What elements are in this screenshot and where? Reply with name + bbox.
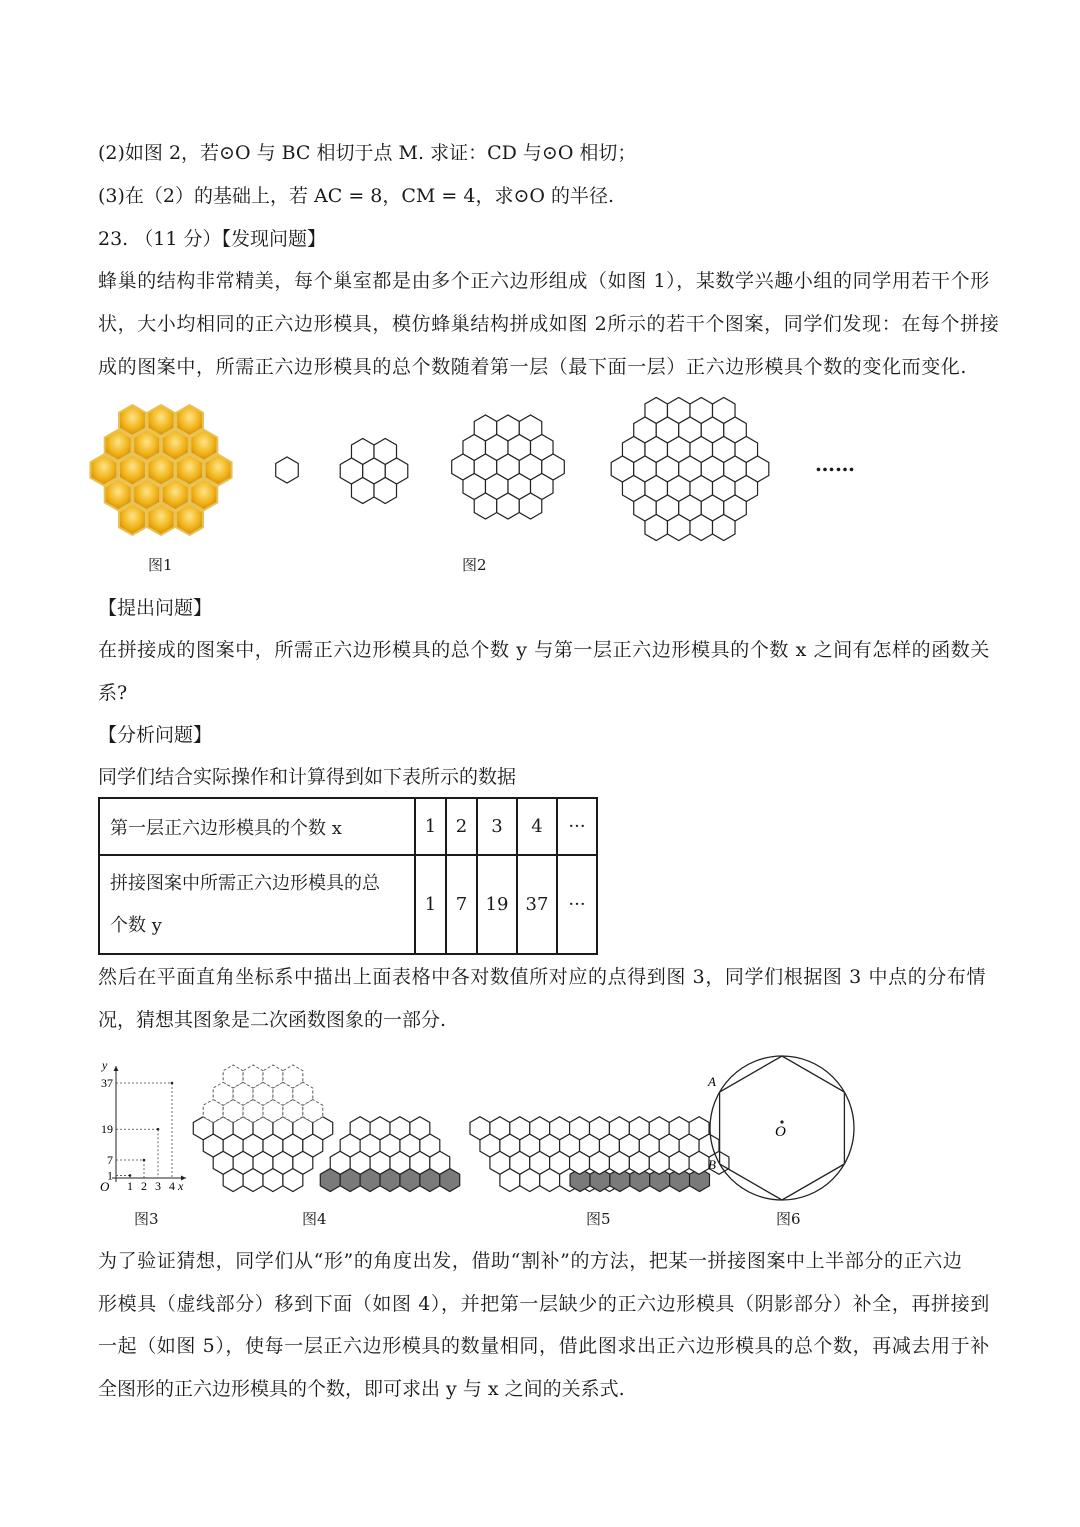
hexagon-cell	[519, 493, 542, 519]
row-x-label: 第一层正六边形模具的个数 x	[99, 798, 415, 855]
data-point-3	[157, 1128, 160, 1131]
honey-cell	[148, 455, 175, 486]
y-axis-label: y	[102, 1058, 108, 1072]
hexagon-cell	[590, 1117, 610, 1140]
question-23-heading: 23. （11 分）【发现问题】	[98, 228, 326, 250]
hexagon-cell	[690, 515, 713, 541]
hexagon-cell	[351, 478, 374, 504]
y-cell-5: ···	[557, 855, 597, 954]
intro-line-2: 状，大小均相同的正六边形模具，模仿蜂巢结构拼成如图 2所示的若干个图案，同学们发现：在每个拼接	[98, 313, 1000, 335]
table-row-x	[99, 798, 597, 855]
ask-heading: 【提出问题】	[98, 597, 213, 619]
after-line-2: 况，猜想其图象是二次函数图象的一部分.	[98, 1009, 447, 1031]
hexagon-cell	[370, 1117, 390, 1140]
x-tick-label: 4	[169, 1179, 175, 1193]
after-line-1: 然后在平面直角坐标系中描出上面表格中各对数值所对应的点得到图 3，同学们根据图 3 中点的分布情	[98, 966, 987, 988]
honey-cell	[162, 430, 189, 461]
verify-line-1: 为了验证猜想，同学们从“形”的角度出发，借助“割补”的方法，把某一拼接图案中上半部分的正六边	[98, 1250, 963, 1272]
honey-cell	[162, 479, 189, 510]
honey-cell	[105, 479, 132, 510]
figure-5-pattern	[454, 1112, 714, 1196]
data-table	[98, 797, 598, 955]
honey-cell	[190, 479, 217, 510]
honey-cell	[176, 455, 203, 486]
x-axis-label: x	[178, 1179, 184, 1193]
question-3-text: (3)在（2）的基础上，若 AC = 8，CM = 4，求⊙O 的半径.	[98, 185, 615, 207]
figure-1-honeycomb	[96, 405, 226, 535]
figure-4-right-pattern	[316, 1112, 464, 1196]
analyze-heading: 【分析问题】	[98, 724, 213, 746]
x-tick-label: 2	[141, 1179, 147, 1193]
row-y-label-line-2: 个数 y	[110, 914, 162, 936]
data-point-1	[129, 1174, 132, 1177]
honey-cell	[105, 430, 132, 461]
ask-line-1: 在拼接成的图案中，所需正六边形模具的总个数 y 与第一层正六边形模具的个数 x 之间有怎样的函数关	[98, 639, 991, 661]
figure-1-caption: 图1	[148, 556, 173, 574]
hexagon-cell	[374, 478, 397, 504]
x-tick-label: 3	[155, 1179, 161, 1193]
figure-2-seven-hexagons	[332, 430, 416, 512]
honey-cell	[190, 430, 217, 461]
figure-2-single-hexagon	[270, 453, 304, 487]
x-cell-1: 1	[415, 798, 446, 855]
row-y-label-line-1: 拼接图案中所需正六边形模具的总	[110, 872, 380, 894]
y-axis-arrow	[114, 1066, 119, 1071]
honey-cell	[119, 504, 146, 535]
data-point-2	[143, 1159, 146, 1162]
label-O: O	[775, 1124, 786, 1140]
origin-label: O	[100, 1179, 110, 1194]
y-cell-2: 7	[446, 855, 477, 954]
label-A: A	[708, 1074, 716, 1089]
x-tick-label: 1	[127, 1179, 133, 1193]
intro-line-3: 成的图案中，所需正六边形模具的总个数随着第一层（最下面一层）正六边形模具个数的变化而变化.	[98, 356, 968, 378]
hexagon-cell	[474, 493, 497, 519]
verify-line-2: 形模具（虚线部分）移到下面（如图 4），并把第一层缺少的正六边形模具（阴影部分）补全，再拼接到	[98, 1293, 990, 1315]
data-point-4	[171, 1082, 174, 1085]
ask-line-2: 系?	[98, 682, 128, 704]
x-cell-3: 3	[477, 798, 517, 855]
honey-cell	[148, 405, 175, 436]
figure-2-nineteen-hexagons	[446, 408, 570, 526]
hexagon-cell	[570, 1117, 590, 1140]
analyze-line-1: 同学们结合实际操作和计算得到如下表所示的数据	[98, 766, 517, 788]
honey-cell	[176, 405, 203, 436]
y-cell-1: 1	[415, 855, 446, 954]
hexagon-cell	[350, 1117, 370, 1140]
table-row-y	[99, 855, 597, 954]
hexagon-cell	[276, 457, 299, 483]
hexagon-cell	[609, 1117, 629, 1140]
intro-line-1: 蜂巢的结构非常精美，每个巢室都是由多个正六边形组成（如图 1），某数学兴趣小组的同学用若干个形	[98, 270, 990, 292]
y-tick-label: 19	[101, 1122, 113, 1137]
hexagon-cell	[490, 1117, 510, 1140]
y-tick-label: 1	[107, 1168, 113, 1183]
hexagon-cell	[645, 515, 668, 541]
x-cell-4: 4	[517, 798, 557, 855]
figure-4-caption: 图4	[302, 1210, 327, 1228]
label-B: B	[708, 1157, 716, 1172]
honey-cell	[176, 504, 203, 535]
figure-6-caption: 图6	[776, 1210, 801, 1228]
hexagon-cell	[649, 1117, 669, 1140]
x-cell-5: ···	[557, 798, 597, 855]
y-cell-4: 37	[517, 855, 557, 954]
honey-cell	[119, 455, 146, 486]
y-cell-3: 19	[477, 855, 517, 954]
y-tick-label: 7	[107, 1153, 113, 1168]
hexagon-cell	[629, 1117, 649, 1140]
hexagon-cell	[667, 515, 690, 541]
hexagon-cell	[530, 1117, 550, 1140]
figure-2-thirtyseven-hexagons	[606, 393, 774, 545]
figure-6-circle-hexagon	[700, 1056, 860, 1200]
hexagon-cell	[497, 493, 520, 519]
x-cell-2: 2	[446, 798, 477, 855]
row-y-label	[99, 855, 415, 954]
honey-cell	[133, 479, 160, 510]
hexagon-cell	[713, 515, 736, 541]
hexagon-cell	[390, 1117, 410, 1140]
hexagon-cell	[470, 1117, 490, 1140]
figure-2-caption: 图2	[462, 556, 487, 574]
figure-2-ellipsis: ……	[815, 452, 855, 476]
figure-5-caption: 图5	[586, 1210, 611, 1228]
y-tick-label: 37	[101, 1076, 113, 1090]
hexagon-cell	[510, 1117, 530, 1140]
question-2-text: (2)如图 2，若⊙O 与 BC 相切于点 M. 求证：CD 与⊙O 相切；	[98, 142, 637, 164]
honey-cell	[148, 504, 175, 535]
figure-3-chart	[96, 1058, 196, 1198]
hexagon-cell	[410, 1117, 430, 1140]
figure-3-caption: 图3	[134, 1210, 159, 1228]
honey-cell	[133, 430, 160, 461]
honey-cell	[205, 455, 232, 486]
verify-line-4: 全图形的正六边形模具的个数，即可求出 y 与 x 之间的关系式.	[98, 1378, 625, 1400]
hexagon-cell	[669, 1117, 689, 1140]
honey-cell	[119, 405, 146, 436]
hexagon-cell	[550, 1117, 570, 1140]
verify-line-3: 一起（如图 5），使每一层正六边形模具的数量相同，借此图求出正六边形模具的总个数，再减去用于补	[98, 1335, 990, 1357]
honey-cell	[90, 455, 117, 486]
